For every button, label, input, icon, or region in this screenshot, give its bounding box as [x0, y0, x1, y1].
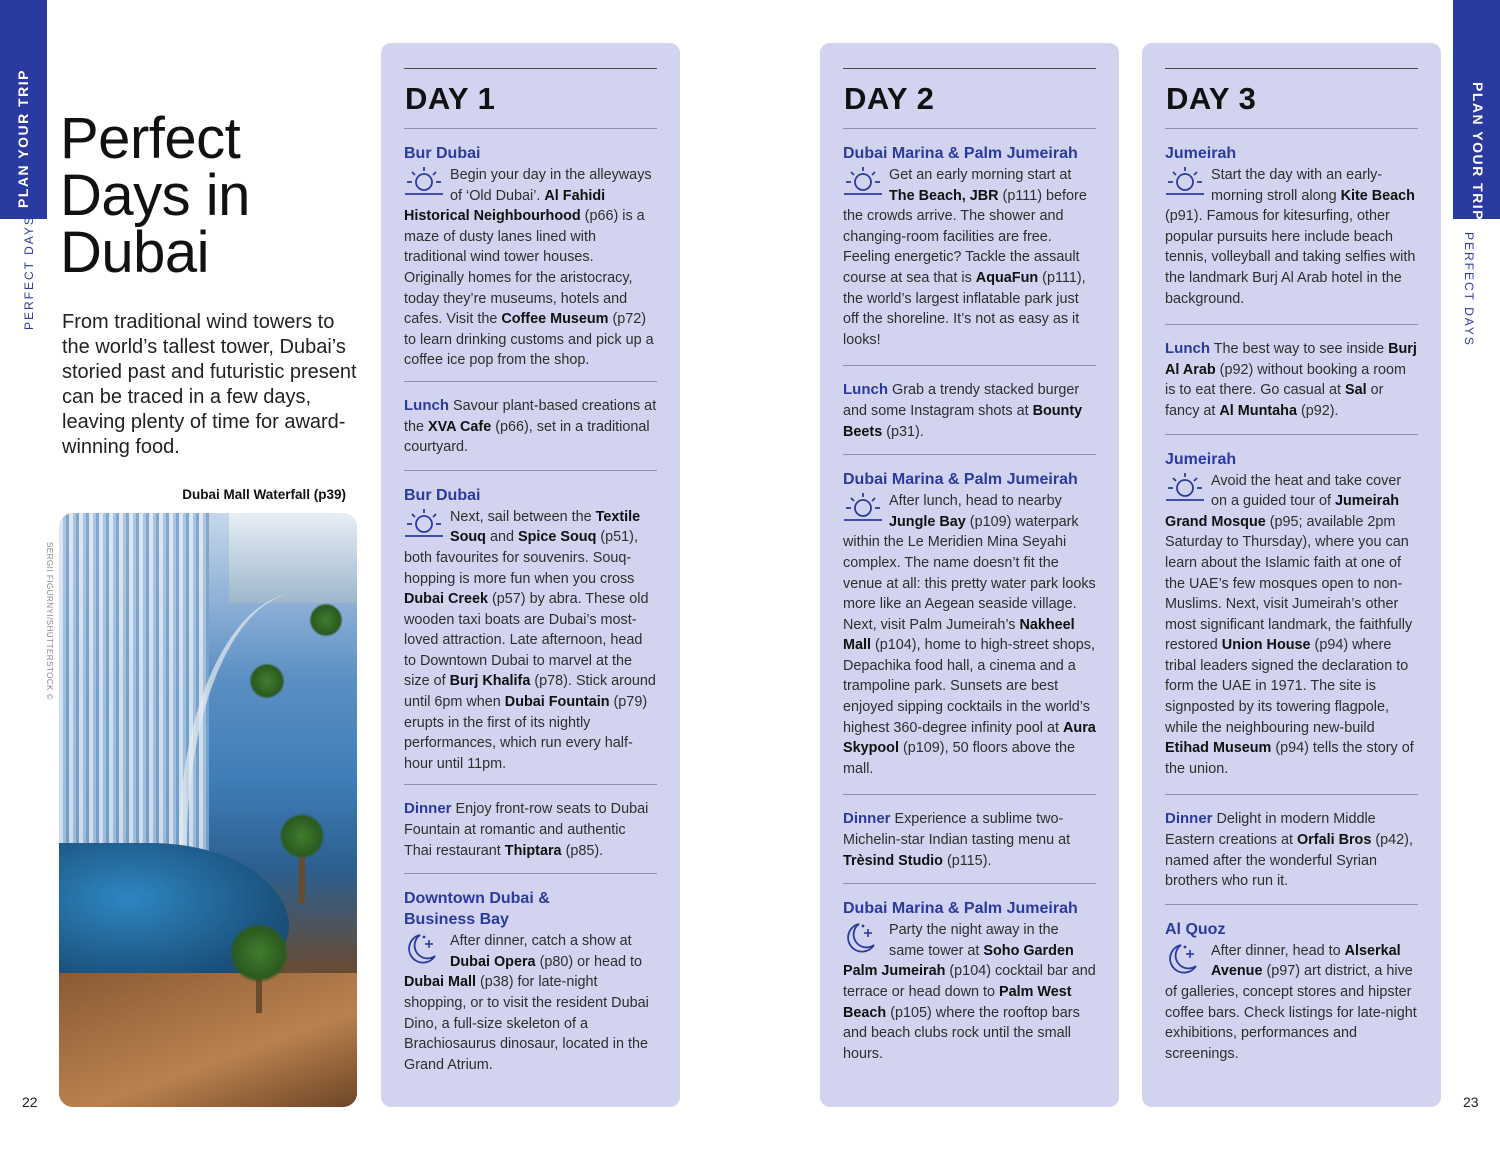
day-2-afternoon-text: After lunch, head to nearby Jungle Bay (p109) waterpark within the Le Meridien Mina Seyahi complex. The name doesn’t fit the venue at all: this pretty water park looks more like an Aegean seaside village. Next, visit Palm Jumeirah’s Nakheel Mall (p104), home to high-street shops, Depachika food hall, a cinema and a trampoline park. Sunsets are best enjoyed sipping cocktails in the world’s highest 360-degree infinity pool at Aura Skypool (p109), 50 floors above the mall. — [843, 491, 1096, 779]
day-1-morning-text: Begin your day in the alleyways of ‘Old Dubai’. Al Fahidi Historical Neighbourhood (p66) is a maze of dusty lanes lined with traditional wind tower houses. Originally homes for the aristocracy, today they’re museums, hotels and cafes. Visit the Coffee Museum (p72) to learn drinking customs and pick up a coffee ice pop from the shop. — [404, 165, 657, 371]
day-2-content — [843, 68, 1096, 1064]
day-1-dinner-text: Dinner Enjoy front-row seats to Dubai Fountain at romantic and authentic Thai restaurant Thiptara (p85). — [404, 800, 649, 859]
sun-icon — [1165, 470, 1207, 510]
day-3-afternoon — [1165, 434, 1418, 780]
sun-icon — [843, 490, 885, 530]
day-1-afternoon-area: Bur Dubai — [404, 486, 481, 504]
title-line-1: Perfect — [60, 106, 241, 171]
day-2-dinner-text: Dinner Experience a sublime two-Michelin-star Indian tasting menu at Trèsind Studio (p115). — [843, 810, 1071, 869]
plan-your-trip-tab-right — [1453, 0, 1500, 219]
sun-icon — [404, 164, 446, 204]
day-2-morning-area: Dubai Marina & Palm Jumeirah — [843, 145, 1078, 162]
day-2-morning — [843, 128, 1096, 350]
title-line-3: Dubai — [60, 220, 210, 285]
day-1-afternoon-text: Next, sail between the Textile Souq and Spice Souq (p51), both favourites for souvenirs. Souq-hopping is more fun when you cross Dubai Creek (p57) by abra. These old wooden taxi boats are Dubai’s most-loved attraction. Late afternoon, head to Downtown Dubai to marvel at the size of Burj Khalifa (p78). Stick around until 6pm when Dubai Fountain (p79) erupts in the first of its nightly performances, which run every half-hour until 11pm. — [404, 507, 657, 775]
day-2-dinner — [843, 794, 1096, 871]
day-2-evening-text: Party the night away in the same tower at Soho Garden Palm Jumeirah (p104) cocktail bar and terrace or head down to Palm West Beach (p105) where the rooftop bars and beach clubs rock until the small hours. — [843, 920, 1096, 1064]
title-line-2: Days in — [60, 163, 250, 228]
day-3-content — [1165, 68, 1418, 1064]
day-2-morning-text: Get an early morning start at The Beach, JBR (p111) before the crowds arrive. The shower and changing-room facilities are free. Feeling energetic? Tackle the assault course at sea that is AquaFun (p111), the world’s largest inflatable park just off the shoreline. It’s not as easy as it looks! — [843, 165, 1096, 350]
intro-text: From traditional wind towers to the world’s tallest tower, Dubai’s storied past and futuristic present can be traced in a few days, leaving plenty of time for award-winning food. — [62, 311, 357, 458]
day-1-title: DAY 1 — [405, 81, 496, 116]
day-3-afternoon-text: Avoid the heat and take cover on a guided tour of Jumeirah Grand Mosque (p95; available 2pm Saturday to Thursday), where you can learn about the Islamic faith at one of the UAE’s few mosques open to non-Muslims. Next, visit Jumeirah’s other most significant landmark, the faithfully restored Union House (p94) where tribal leaders signed the declaration to form the UAE in 1971. The site is signposted by its towering flagpole, while the neighbouring new-build Etihad Museum (p94) tells the story of the union. — [1165, 471, 1418, 780]
day-3-lunch-text: Lunch The best way to see inside Burj Al Arab (p92) without booking a room is to eat there. Go casual at Sal or fancy at Al Muntaha (p92). — [1165, 340, 1417, 419]
dubai-mall-waterfall-photo — [59, 513, 357, 1107]
day-1-evening-text: After dinner, catch a show at Dubai Opera (p80) or head to Dubai Mall (p38) for late-night shopping, or to visit the resident Dubai Dino, a full-size skeleton of a Brachiosaurus dinosaur, located in the Grand Atrium. — [404, 931, 657, 1075]
day-2-afternoon — [843, 454, 1096, 779]
day-1-lunch — [404, 381, 657, 458]
day-3-card — [1142, 43, 1441, 1107]
day-3-morning-area: Jumeirah — [1165, 145, 1237, 162]
day-3-afternoon-area: Jumeirah — [1165, 450, 1237, 468]
day-2-evening-area: Dubai Marina & Palm Jumeirah — [843, 900, 1078, 918]
day-1-dinner — [404, 784, 657, 861]
page-title — [60, 106, 360, 285]
day-2-evening — [843, 883, 1096, 1064]
day-2-card — [820, 43, 1119, 1107]
day-3-title: DAY 3 — [1166, 81, 1257, 116]
day-1-content — [404, 68, 657, 1075]
plan-your-trip-label-left: PLAN YOUR TRIP — [15, 69, 31, 208]
plan-your-trip-tab-left — [0, 0, 47, 219]
day-3-evening-area: Al Quoz — [1165, 920, 1226, 938]
day-3-morning-text: Start the day with an early-morning stroll along Kite Beach (p91). Famous for kitesurfing, other popular pursuits here include beach tennis, volleyball and taking selfies with the landmark Burj Al Arab hotel in the background. — [1165, 165, 1418, 309]
day-1-morning-area: Bur Dubai — [404, 145, 481, 162]
day-1-afternoon — [404, 470, 657, 775]
day-3-lunch — [1165, 324, 1418, 421]
moon-stars-icon — [404, 930, 446, 970]
moon-stars-icon — [1165, 940, 1207, 980]
photo-credit: SERGII FIGURNYI/SHUTTERSTOCK © — [45, 542, 54, 701]
page-number-left: 22 — [22, 1094, 38, 1110]
sun-icon — [404, 506, 446, 546]
perfect-days-label-right: PERFECT DAYS — [1462, 232, 1476, 347]
day-3-evening-text: After dinner, head to Alserkal Avenue (p97) art district, a hive of galleries, concept stores and hipster coffee bars. Check listings for late-night exhibitions, performances and screenings. — [1165, 941, 1418, 1065]
day-1-morning — [404, 128, 657, 371]
day-3-dinner — [1165, 794, 1418, 891]
moon-stars-icon — [843, 919, 885, 959]
day-1-evening — [404, 873, 657, 1075]
day-3-dinner-text: Dinner Delight in modern Middle Eastern creations at Orfali Bros (p42), named after the wonderful Syrian brothers who run it. — [1165, 810, 1413, 890]
day-2-lunch — [843, 365, 1096, 442]
sun-icon — [1165, 164, 1207, 204]
day-2-afternoon-area: Dubai Marina & Palm Jumeirah — [843, 471, 1078, 489]
page-number-right: 23 — [1463, 1094, 1479, 1110]
sun-icon — [843, 164, 885, 204]
perfect-days-label-left: PERFECT DAYS — [22, 215, 36, 330]
day-1-evening-area: Downtown Dubai & Business Bay — [404, 890, 550, 929]
day-2-title: DAY 2 — [844, 81, 935, 116]
day-3-morning — [1165, 128, 1418, 309]
day-2-lunch-text: Lunch Grab a trendy stacked burger and some Instagram shots at Bounty Beets (p31). — [843, 381, 1083, 440]
day-1-card — [381, 43, 680, 1107]
day-1-lunch-text: Lunch Savour plant-based creations at the XVA Cafe (p66), set in a traditional courtyard. — [404, 396, 657, 456]
photo-caption: Dubai Mall Waterfall (p39) — [182, 487, 346, 502]
plan-your-trip-label-right: PLAN YOUR TRIP — [1470, 82, 1486, 221]
day-3-evening — [1165, 904, 1418, 1065]
